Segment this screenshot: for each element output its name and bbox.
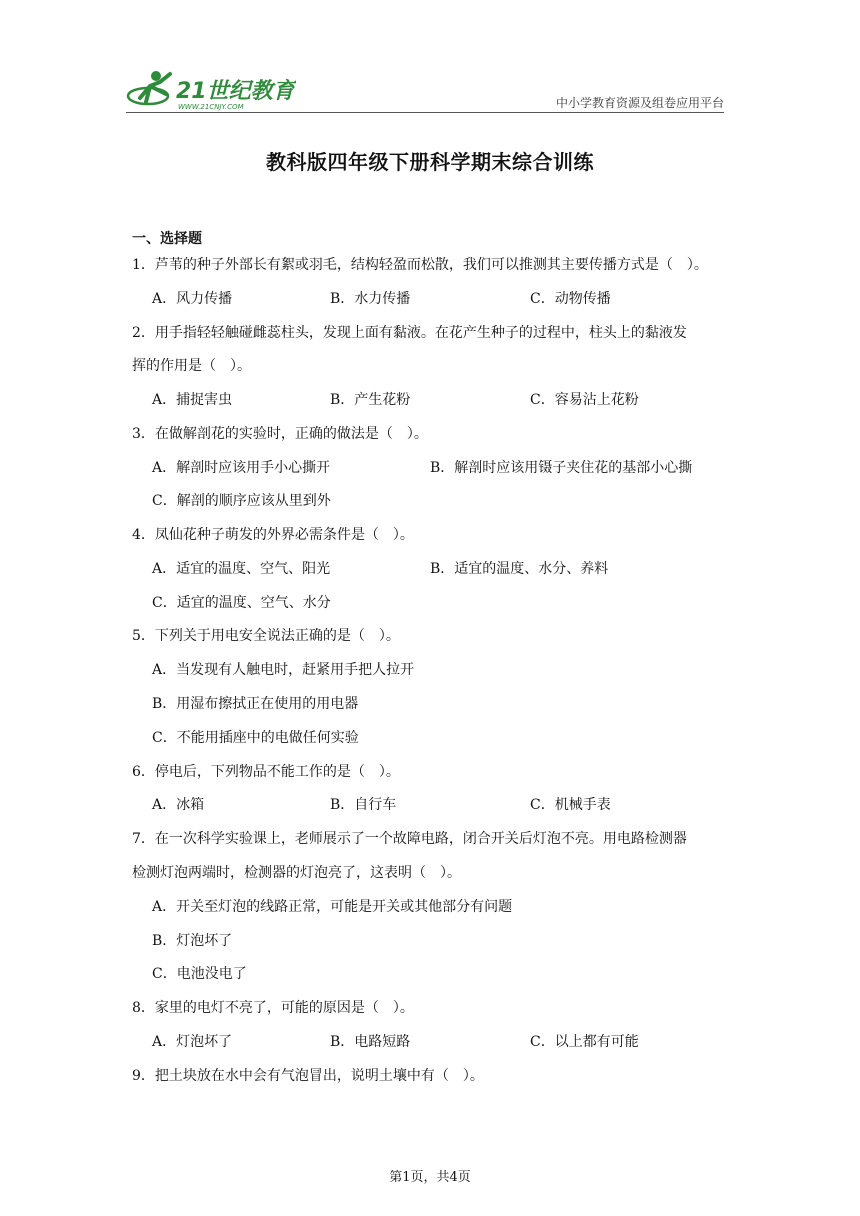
logo-url: WWW.21CNJY.COM [178, 103, 244, 111]
q2-option-a: A．捕捉害虫 [152, 392, 233, 408]
section-heading: 一、选择题 [132, 231, 202, 247]
logo [126, 68, 296, 112]
q8-option-c: C．以上都有可能 [530, 1034, 639, 1050]
header-divider [126, 112, 724, 113]
question-9: 9．把土块放在水中会有气泡冒出，说明土壤中有（ ）。 [132, 1068, 484, 1084]
question-2-line-2: 挥的作用是（ ）。 [132, 358, 251, 374]
page-header [126, 66, 724, 114]
page-title: 教科版四年级下册科学期末综合训练 [266, 150, 594, 174]
q2-option-b: B．产生花粉 [330, 392, 411, 408]
question-8: 8．家里的电灯不亮了，可能的原因是（ ）。 [132, 1000, 414, 1016]
q7-option-b: B．灯泡坏了 [152, 933, 233, 949]
q6-option-c: C．机械手表 [530, 797, 611, 813]
q5-option-a: A．当发现有人触电时，赶紧用手把人拉开 [152, 662, 415, 678]
q5-option-b: B．用湿布擦拭正在使用的用电器 [152, 696, 359, 712]
q3-option-c: C．解剖的顺序应该从里到外 [152, 493, 331, 509]
q1-option-b: B．水力传播 [330, 291, 411, 307]
question-1: 1．芦苇的种子外部长有絮或羽毛，结构轻盈而松散，我们可以推测其主要传播方式是（ ）。 [132, 257, 708, 273]
runner-icon [128, 71, 170, 104]
q5-option-c: C．不能用插座中的电做任何实验 [152, 730, 359, 746]
q3-option-a: A．解剖时应该用手小心撕开 [152, 460, 331, 476]
question-3: 3．在做解剖花的实验时，正确的做法是（ ）。 [132, 426, 428, 442]
question-4: 4．凤仙花种子萌发的外界必需条件是（ ）。 [132, 527, 414, 543]
q4-option-c: C．适宜的温度、空气、水分 [152, 595, 331, 611]
q7-option-c: C．电池没电了 [152, 966, 247, 982]
question-6: 6．停电后，下列物品不能工作的是（ ）。 [132, 764, 400, 780]
q8-option-a: A．灯泡坏了 [152, 1034, 233, 1050]
platform-label: 中小学教育资源及组卷应用平台 [555, 96, 724, 110]
question-2-line-1: 2．用手指轻轻触碰雌蕊柱头，发现上面有黏液。在花产生种子的过程中，柱头上的黏液发 [132, 325, 687, 341]
q2-option-c: C．容易沾上花粉 [530, 392, 639, 408]
question-5: 5．下列关于用电安全说法正确的是（ ）。 [132, 628, 400, 644]
q1-option-c: C．动物传播 [530, 291, 611, 307]
question-7-line-2: 检测灯泡两端时，检测器的灯泡亮了，这表明（ ）。 [132, 865, 461, 881]
q6-option-a: A．冰箱 [152, 797, 205, 813]
q1-option-a: A．风力传播 [152, 291, 233, 307]
question-7-line-1: 7．在一次科学实验课上，老师展示了一个故障电路，闭合开关后灯泡不亮。用电路检测器 [132, 831, 687, 847]
page-footer: 第1页，共4页 [389, 1170, 471, 1185]
q6-option-b: B．自行车 [330, 797, 397, 813]
q7-option-a: A．开关至灯泡的线路正常，可能是开关或其他部分有问题 [152, 899, 513, 915]
q3-option-b: B．解剖时应该用镊子夹住花的基部小心撕 [430, 460, 693, 476]
q4-option-b: B．适宜的温度、水分、养料 [430, 561, 609, 577]
q4-option-a: A．适宜的温度、空气、阳光 [152, 561, 331, 577]
q8-option-b: B．电路短路 [330, 1034, 411, 1050]
logo-text: 21世纪教育 [176, 79, 295, 104]
